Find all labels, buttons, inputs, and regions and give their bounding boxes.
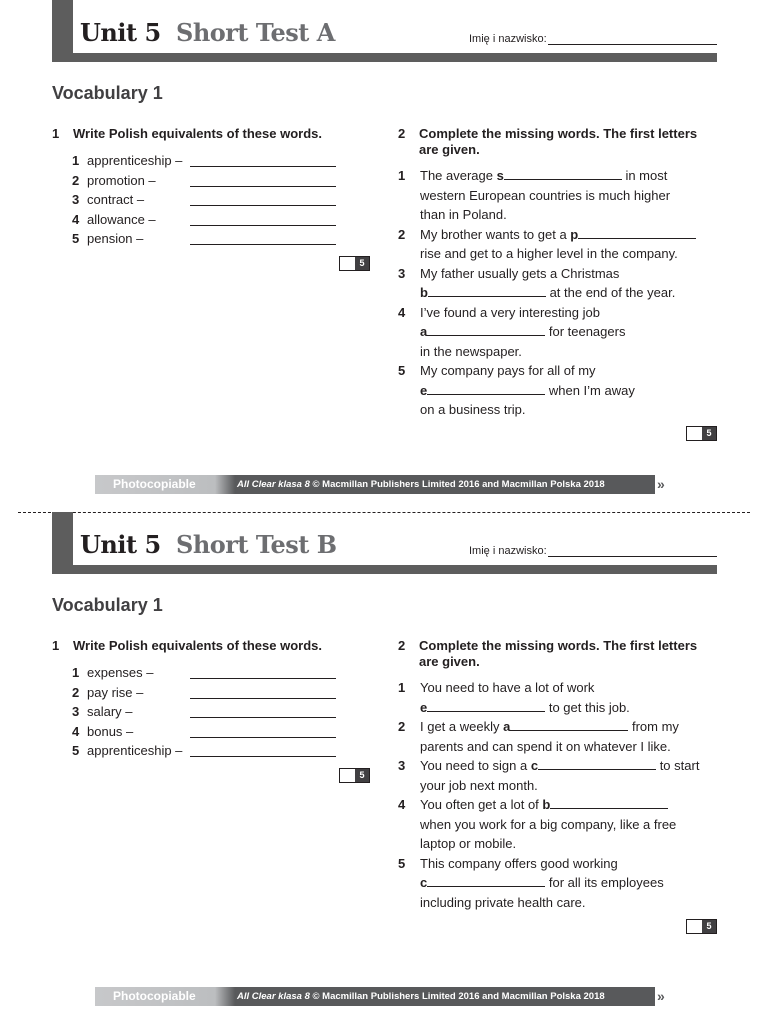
answer-blank[interactable] — [504, 167, 622, 180]
question-line: your job next month. — [420, 777, 538, 793]
test-title: Short Test B — [176, 530, 337, 559]
exercise-number: 2 — [398, 638, 406, 653]
footer-banner — [95, 475, 665, 494]
exercise-number: 2 — [398, 126, 406, 141]
list-item — [72, 210, 156, 230]
answer-blank[interactable] — [427, 699, 545, 712]
item-word: apprenticeship – — [87, 743, 183, 758]
first-letter: b — [420, 285, 428, 300]
answer-blank[interactable] — [190, 678, 336, 679]
list-item — [72, 722, 133, 742]
answer-blank[interactable] — [190, 225, 336, 226]
item-number: 3 — [72, 704, 80, 719]
item-number: 1 — [72, 153, 80, 168]
question-number: 2 — [398, 226, 406, 242]
first-letter: c — [530, 758, 539, 773]
item-word: pension – — [87, 231, 144, 246]
question-line: You need to have a lot of work — [420, 680, 595, 695]
question-line: parents and can spend it on whatever I like. — [420, 738, 671, 754]
unit-title: Unit 5 — [80, 530, 161, 559]
item-number: 2 — [72, 684, 80, 700]
test-title: Short Test A — [176, 18, 335, 47]
name-field[interactable] — [548, 556, 717, 557]
question-line: The average s in most — [420, 168, 668, 183]
name-field[interactable] — [548, 44, 717, 45]
question-line: in the newspaper. — [420, 343, 522, 359]
question-line: e to get this job. — [420, 699, 630, 715]
question-number: 5 — [398, 363, 406, 378]
exercise-number: 1 — [52, 638, 60, 653]
answer-blank[interactable] — [427, 382, 545, 395]
photocopiable-label: Photocopiable — [113, 989, 196, 1003]
footer-banner — [95, 987, 665, 1006]
item-number: 3 — [72, 192, 80, 207]
question-number: 3 — [398, 265, 406, 281]
answer-blank[interactable] — [428, 284, 546, 297]
question-line: You often get a lot of b — [420, 795, 668, 815]
question-line: My company pays for all of my — [420, 363, 596, 378]
question-number: 1 — [398, 168, 406, 183]
item-word: allowance – — [87, 211, 156, 227]
unit-title: Unit 5 — [80, 18, 161, 47]
list-item — [72, 702, 133, 722]
exercise-instruction: Write Polish equivalents of these words. — [73, 638, 322, 653]
first-letter: c — [420, 875, 428, 890]
question-line: a for teenagers — [420, 324, 626, 339]
answer-blank[interactable] — [190, 244, 336, 245]
question-line: including private health care. — [420, 894, 586, 910]
test-b — [0, 512, 768, 1024]
item-word: pay rise – — [87, 684, 144, 700]
chevron-right-icon: » — [657, 476, 665, 492]
question-line: c for all its employees — [420, 875, 664, 890]
exercise-instruction: Complete the missing words. The first letters are given. — [419, 126, 698, 157]
first-letter: p — [570, 226, 579, 242]
answer-blank[interactable] — [190, 737, 336, 738]
exercise-instruction: Complete the missing words. The first letters are given. — [419, 638, 698, 669]
list-item — [72, 741, 182, 761]
answer-blank[interactable] — [190, 717, 336, 718]
question-line: My father usually gets a Christmas — [420, 265, 620, 281]
chevron-right-icon: » — [657, 988, 665, 1004]
item-word: salary – — [87, 704, 133, 719]
list-item — [72, 229, 143, 249]
item-word: promotion – — [87, 172, 156, 188]
item-word: bonus – — [87, 723, 134, 739]
first-letter: e — [420, 382, 428, 398]
question-line: This company offers good working — [420, 855, 618, 871]
section-title: Vocabulary 1 — [52, 595, 163, 615]
question-line: e when I’m away — [420, 382, 635, 398]
item-number: 2 — [72, 172, 80, 188]
question-line: on a business trip. — [420, 402, 526, 417]
answer-blank[interactable] — [190, 166, 336, 167]
name-label: Imię i nazwisko: — [469, 545, 547, 557]
score-box: 5 — [686, 426, 717, 441]
answer-blank[interactable] — [190, 186, 336, 187]
copyright-text: All Clear klasa 8 © Macmillan Publishers Limited 2016 and Macmillan Polska 2018 — [237, 479, 605, 490]
answer-blank[interactable] — [427, 874, 545, 887]
question-line: than in Poland. — [420, 207, 507, 222]
question-number: 5 — [398, 855, 406, 871]
answer-blank[interactable] — [190, 205, 336, 206]
question-line: b at the end of the year. — [420, 285, 676, 300]
question-line: You need to sign a c to start — [420, 758, 700, 773]
score-box: 5 — [339, 768, 370, 783]
answer-blank[interactable] — [538, 757, 656, 770]
list-item — [72, 663, 154, 683]
answer-blank[interactable] — [550, 796, 668, 809]
score-box: 5 — [686, 919, 717, 934]
list-item — [72, 171, 156, 191]
first-letter: b — [542, 797, 551, 812]
item-number: 1 — [72, 665, 80, 680]
question-number: 2 — [398, 719, 406, 734]
item-number: 4 — [72, 723, 80, 739]
question-number: 4 — [398, 304, 406, 320]
first-letter: a — [420, 324, 428, 339]
question-line: western European countries is much higher — [420, 187, 671, 203]
name-label: Imię i nazwisko: — [469, 33, 547, 45]
section-title: Vocabulary 1 — [52, 83, 163, 103]
header — [52, 0, 717, 62]
list-item — [72, 151, 182, 171]
first-letter: e — [420, 699, 428, 715]
item-number: 5 — [72, 743, 80, 758]
question-line: My brother wants to get a p — [420, 225, 696, 245]
score-box: 5 — [339, 256, 370, 271]
list-item — [72, 190, 144, 210]
photocopiable-label: Photocopiable — [113, 477, 196, 491]
question-number: 1 — [398, 680, 406, 695]
question-number: 4 — [398, 797, 406, 812]
question-number: 3 — [398, 758, 406, 773]
answer-blank[interactable] — [190, 698, 336, 699]
first-letter: a — [503, 719, 511, 734]
copyright-text: All Clear klasa 8 © Macmillan Publishers Limited 2016 and Macmillan Polska 2018 — [237, 991, 605, 1002]
question-line: I’ve found a very interesting job — [420, 304, 600, 320]
header — [52, 512, 717, 574]
item-number: 5 — [72, 231, 80, 246]
answer-blank[interactable] — [190, 756, 336, 757]
list-item — [72, 683, 143, 703]
question-line: I get a weekly a from my — [420, 719, 679, 734]
answer-blank[interactable] — [578, 226, 696, 239]
answer-blank[interactable] — [510, 718, 628, 731]
item-word: expenses – — [87, 665, 154, 680]
header-rule — [52, 53, 717, 62]
question-line: laptop or mobile. — [420, 836, 517, 851]
answer-blank[interactable] — [427, 323, 545, 336]
item-word: contract – — [87, 192, 145, 207]
exercise-number: 1 — [52, 126, 60, 141]
exercise-instruction: Write Polish equivalents of these words. — [73, 126, 322, 141]
first-letter: s — [496, 168, 504, 183]
item-number: 4 — [72, 211, 80, 227]
header-rule — [52, 565, 717, 574]
question-line: when you work for a big company, like a free — [420, 816, 677, 832]
item-word: apprenticeship – — [87, 153, 183, 168]
question-line: rise and get to a higher level in the company. — [420, 246, 678, 261]
